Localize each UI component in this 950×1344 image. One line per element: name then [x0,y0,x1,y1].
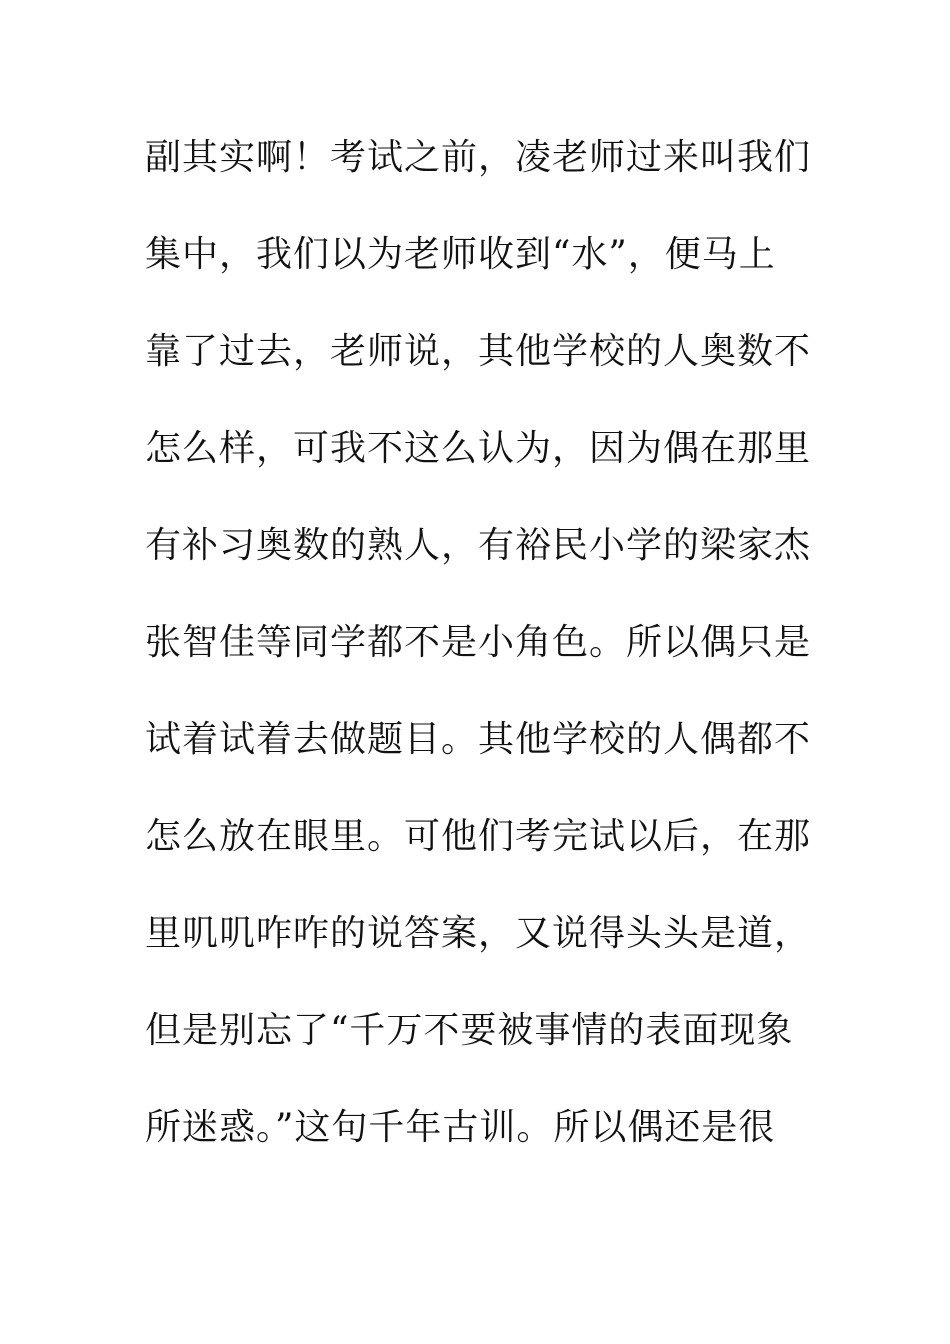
text-line: 里叽叽咋咋的说答案，又说得头头是道， [145,913,812,954]
text-line: 怎么样，可我不这么认为，因为偶在那里 [145,428,812,469]
text-line: 所迷惑。”这句千年古训。所以偶还是很 [145,1107,776,1148]
document-body [145,125,815,1192]
text-line: 怎么放在眼里。可他们考完试以后，在那 [145,816,812,857]
text-line: 靠了过去，老师说，其他学校的人奥数不 [145,331,812,372]
text-line: 张智佳等同学都不是小角色。所以偶只是 [145,622,812,663]
text-line: 集中，我们以为老师收到“水”，便马上 [145,234,776,275]
text-line: 试着试着去做题目。其他学校的人偶都不 [145,719,812,760]
text-line: 有补习奥数的熟人，有裕民小学的梁家杰 [145,525,812,566]
text-line: 但是别忘了“千万不要被事情的表面现象 [145,1010,794,1051]
text-line: 副其实啊！考试之前，凌老师过来叫我们 [145,137,812,178]
